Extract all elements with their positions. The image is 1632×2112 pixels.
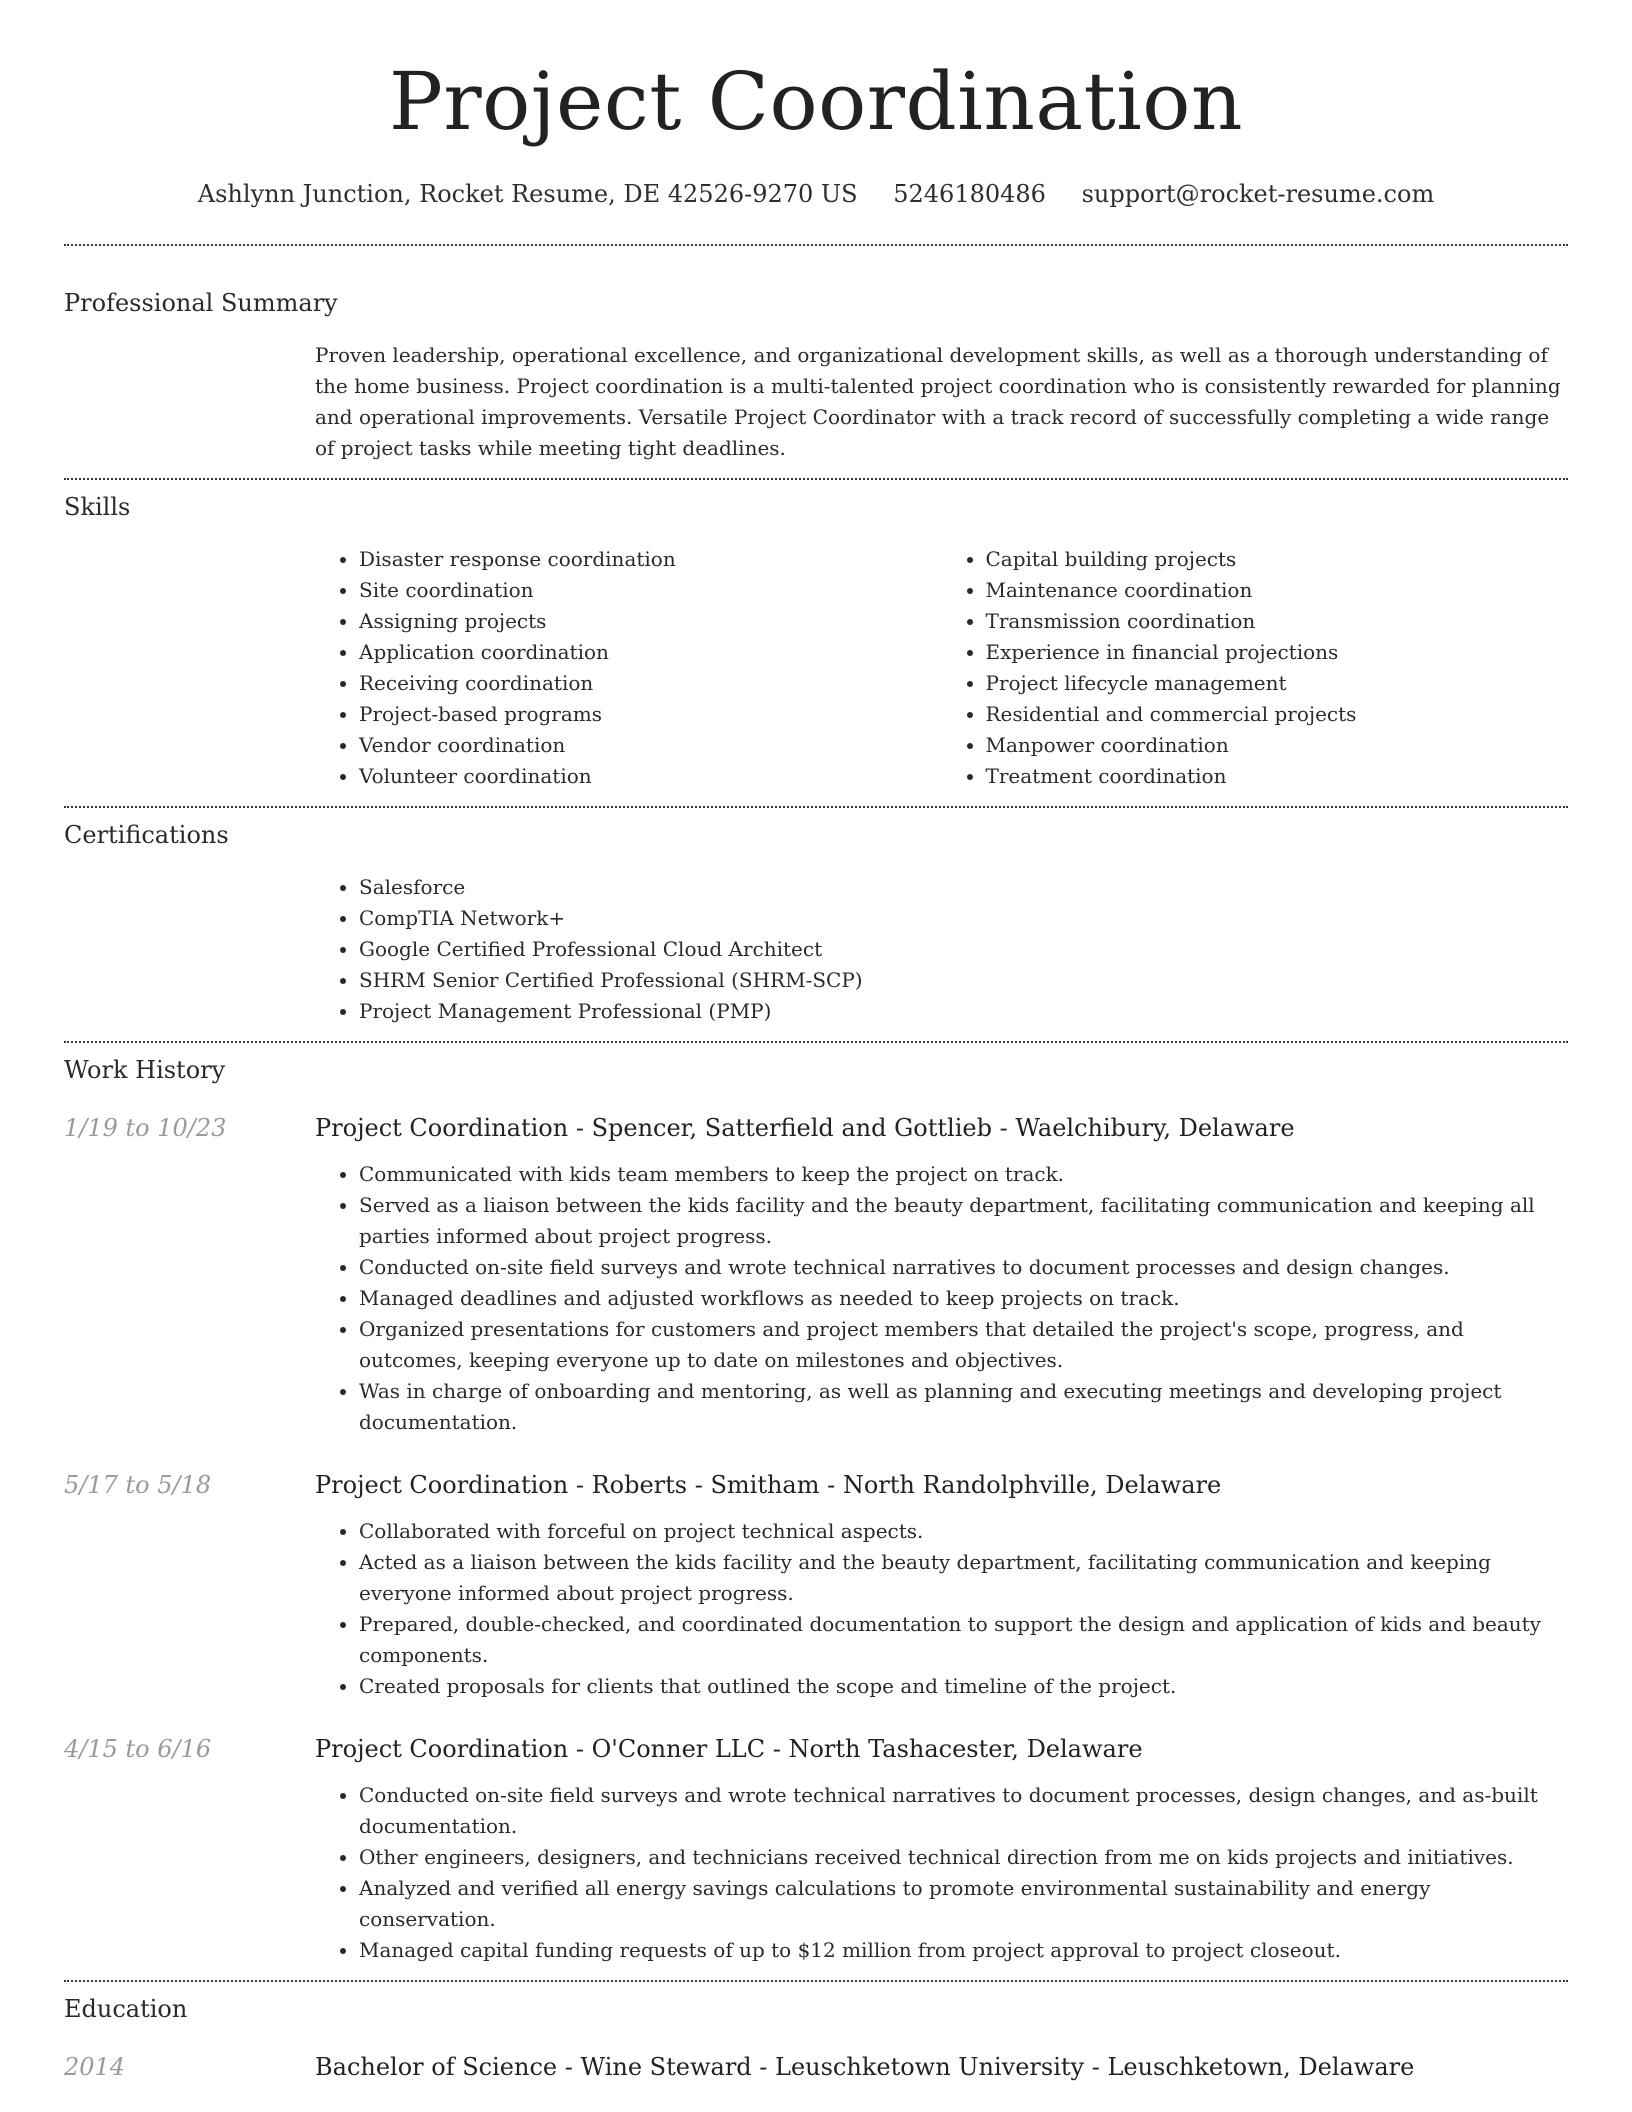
certifications-list (315, 872, 1568, 1027)
summary-section (64, 246, 1568, 478)
education-entry (64, 2050, 1568, 2084)
contact-phone: 5246180486 (893, 180, 1046, 208)
list-item: • Other engineers, designers, and technicians received technical direction from me on kids projects and initiatives. (359, 1842, 1568, 1873)
job-bullets (315, 1780, 1568, 1966)
job-bullets (315, 1516, 1568, 1702)
list-item: • Communicated with kids team members to keep the project on track. (359, 1159, 1568, 1190)
list-item: • Residential and commercial projects (986, 699, 1569, 730)
certifications-section (64, 808, 1568, 1041)
list-item: • Disaster response coordination (359, 544, 942, 575)
job-heading: Project Coordination - Spencer, Satterfield and Gottlieb - Waelchibury, Delaware (315, 1114, 1295, 1142)
section-title-education: Education (64, 1995, 188, 2023)
list-item: • Collaborated with forceful on project technical aspects. (359, 1516, 1568, 1547)
list-item: • Assigning projects (359, 606, 942, 637)
job-entry (64, 1468, 1568, 1702)
section-title-summary: Professional Summary (64, 289, 338, 317)
list-item: • Project Management Professional (PMP) (359, 996, 1568, 1027)
list-item: • Served as a liaison between the kids facility and the beauty department, facilitating communication and keeping all parties informed about project progress. (359, 1190, 1568, 1252)
list-item: • Acted as a liaison between the kids facility and the beauty department, facilitating communication and keeping everyone informed about project progress. (359, 1547, 1568, 1609)
education-heading: Bachelor of Science - Wine Steward - Leuschketown University - Leuschketown, Delaware (315, 2053, 1415, 2081)
job-date: 5/17 to 5/18 (64, 1471, 212, 1499)
list-item: • Transmission coordination (986, 606, 1569, 637)
job-date: 1/19 to 10/23 (64, 1114, 227, 1142)
job-entry (64, 1111, 1568, 1438)
skills-grid (315, 544, 1568, 792)
list-item: • Project lifecycle management (986, 668, 1569, 699)
skills-list-right (942, 544, 1569, 792)
certifications-body (315, 872, 1568, 1027)
section-title-certifications: Certifications (64, 821, 229, 849)
list-item: • Organized presentations for customers and project members that detailed the project's scope, progress, and outcomes, keeping everyone up to date on milestones and objectives. (359, 1314, 1568, 1376)
list-item: • Maintenance coordination (986, 575, 1569, 606)
job-detail (315, 1468, 1568, 1702)
list-item: • Prepared, double-checked, and coordinated documentation to support the design and application of kids and beauty components. (359, 1609, 1568, 1671)
contact-line (64, 176, 1568, 212)
section-title-work: Work History (64, 1056, 226, 1084)
education-section (64, 1982, 1568, 2084)
list-item: • Application coordination (359, 637, 942, 668)
list-item: • Managed deadlines and adjusted workflows as needed to keep projects on track. (359, 1283, 1568, 1314)
job-detail (315, 1732, 1568, 1966)
job-detail (315, 1111, 1568, 1438)
list-item: • Analyzed and verified all energy savings calculations to promote environmental sustainability and energy conservation. (359, 1873, 1568, 1935)
section-title-skills: Skills (64, 493, 131, 521)
list-item: • Treatment coordination (986, 761, 1569, 792)
job-date: 4/15 to 6/16 (64, 1735, 212, 1763)
list-item: • Managed capital funding requests of up to $12 million from project approval to project closeout. (359, 1935, 1568, 1966)
contact-address: Ashlynn Junction, Rocket Resume, DE 42526-9270 US (197, 180, 858, 208)
education-date: 2014 (64, 2053, 126, 2081)
list-item: • Conducted on-site field surveys and wrote technical narratives to document processes, design changes, and as-built documentation. (359, 1780, 1568, 1842)
list-item: • Created proposals for clients that outlined the scope and timeline of the project. (359, 1671, 1568, 1702)
job-bullets (315, 1159, 1568, 1438)
job-heading: Project Coordination - Roberts - Smitham - North Randolphville, Delaware (315, 1471, 1222, 1499)
list-item: • Experience in financial projections (986, 637, 1569, 668)
skills-list-left (315, 544, 942, 792)
list-item: • Was in charge of onboarding and mentoring, as well as planning and executing meetings and developing project documentation. (359, 1376, 1568, 1438)
list-item: • Manpower coordination (986, 730, 1569, 761)
contact-email: support@rocket-resume.com (1081, 180, 1435, 208)
list-item: • Google Certified Professional Cloud Architect (359, 934, 1568, 965)
list-item: • SHRM Senior Certified Professional (SHRM-SCP) (359, 965, 1568, 996)
job-heading: Project Coordination - O'Conner LLC - North Tashacester, Delaware (315, 1735, 1143, 1763)
job-entry (64, 1732, 1568, 1966)
list-item: • Salesforce (359, 872, 1568, 903)
work-section (64, 1043, 1568, 1980)
list-item: • Site coordination (359, 575, 942, 606)
list-item: • Vendor coordination (359, 730, 942, 761)
education-detail (315, 2050, 1568, 2084)
list-item: • Receiving coordination (359, 668, 942, 699)
page-title: Project Coordination (389, 55, 1243, 148)
skills-section (64, 480, 1568, 806)
list-item: • Project-based programs (359, 699, 942, 730)
list-item: • Conducted on-site field surveys and wrote technical narratives to document processes and design changes. (359, 1252, 1568, 1283)
list-item: • Volunteer coordination (359, 761, 942, 792)
summary-text: Proven leadership, operational excellence, and organizational development skills, as well as a thorough understanding of the home business. Project coordination is a multi-talented project coordination who is consistently rewarded for planning and operational improvements. Versatile Project Coordinator with a track record of successfully completing a wide range of project tasks while meeting tight deadlines. (315, 343, 1561, 460)
list-item: • Capital building projects (986, 544, 1569, 575)
list-item: • CompTIA Network+ (359, 903, 1568, 934)
